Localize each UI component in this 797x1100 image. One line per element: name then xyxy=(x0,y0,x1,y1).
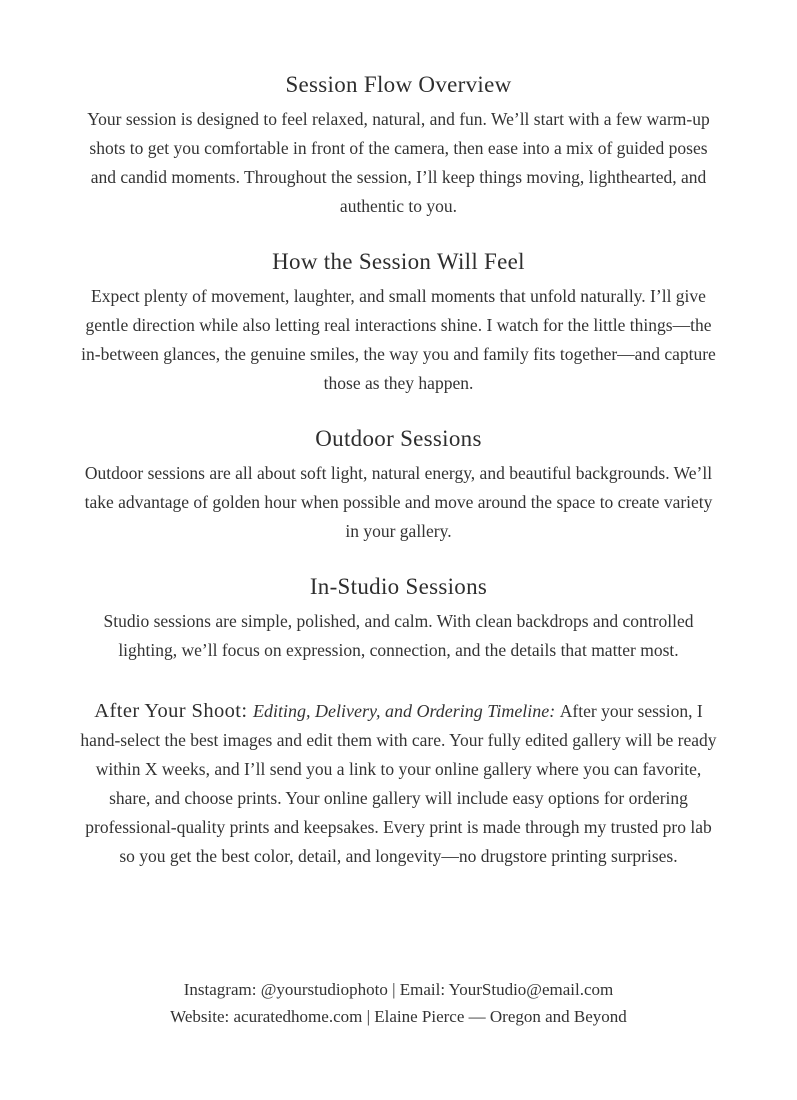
after-your-shoot-body: After your session, I hand-select the best images and edit them with care. Your fully edited gallery will be ready within X weeks, and I’ll send you a link to your online gallery where you can favorite, share, and choose prints. Your online gallery will include easy options for ordering professional-quality prints and keepsakes. Every print is made through my trusted pro lab so you get the best color, detail, and longevity—no drugstore printing surprises. xyxy=(80,701,717,866)
after-your-shoot-subtitle: Editing, Delivery, and Ordering Timeline: xyxy=(253,701,560,721)
document-content xyxy=(76,72,721,899)
contact-line-instagram-email: Instagram: @yourstudiophoto | Email: YourStudio@email.com xyxy=(183,980,614,999)
section-outdoor-sessions xyxy=(76,426,721,546)
section-heading-outdoor-sessions: Outdoor Sessions xyxy=(315,426,482,451)
section-heading-how-the-session-will-feel: How the Session Will Feel xyxy=(272,249,525,274)
contact-footer xyxy=(0,976,797,1030)
section-body-in-studio-sessions: Studio sessions are simple, polished, and calm. With clean backdrops and controlled lighting, we’ll focus on expression, connection, and the details that matter most. xyxy=(103,611,694,660)
section-body-outdoor-sessions: Outdoor sessions are all about soft light, natural energy, and beautiful backgrounds. We’ll take advantage of golden hour when possible and move around the space to create variety in your gallery. xyxy=(84,463,713,541)
section-after-your-shoot xyxy=(76,697,721,871)
after-your-shoot-paragraph xyxy=(76,697,721,871)
contact-line-website-name: Website: acuratedhome.com | Elaine Pierce — Oregon and Beyond xyxy=(170,1007,627,1026)
section-in-studio-sessions xyxy=(76,574,721,665)
section-heading-in-studio-sessions: In-Studio Sessions xyxy=(309,574,488,599)
section-body-session-flow-overview: Your session is designed to feel relaxed, natural, and fun. We’ll start with a few warm-up shots to get you comfortable in front of the camera, then ease into a mix of guided poses and candid moments. Throughout the session, I’ll keep things moving, lighthearted, and authentic to you. xyxy=(87,109,710,216)
section-heading-session-flow-overview: Session Flow Overview xyxy=(285,72,512,97)
section-how-the-session-will-feel xyxy=(76,249,721,398)
after-your-shoot-lead: After Your Shoot: xyxy=(94,700,253,722)
section-body-how-the-session-will-feel: Expect plenty of movement, laughter, and small moments that unfold naturally. I’ll give gentle direction while also letting real interactions shine. I watch for the little things—the in-between glances, the genuine smiles, the way you and family fits together—and capture those as they happen. xyxy=(81,286,716,393)
section-session-flow-overview xyxy=(76,72,721,221)
